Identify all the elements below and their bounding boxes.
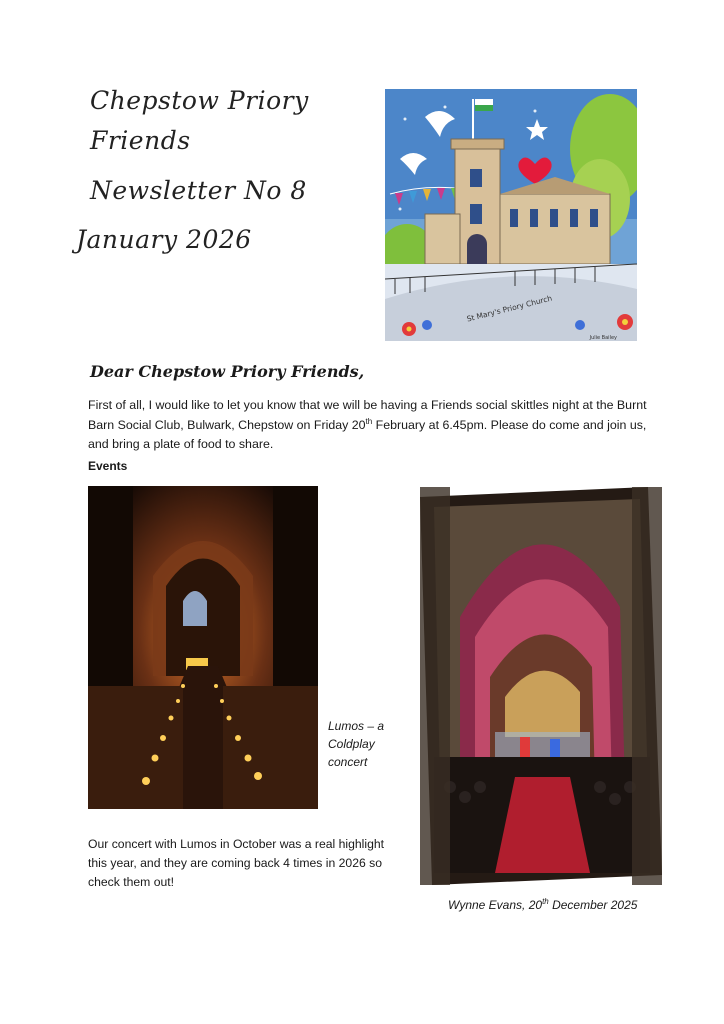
title-line-2: Friends xyxy=(90,126,191,155)
painting-signature: Julie Bailey xyxy=(589,335,617,341)
wynne-evans-caption: Wynne Evans, 20th December 2025 xyxy=(448,897,638,912)
lumos-photo xyxy=(88,486,318,809)
church-painting xyxy=(385,89,637,341)
events-heading: Events xyxy=(88,459,128,473)
painting-inscription: St Mary's Priory Church xyxy=(465,293,553,324)
lumos-paragraph: Our concert with Lumos in October was a real highlight this year, and they are coming back 4 times in 2026 so check them out! xyxy=(88,837,385,889)
wynne-evans-photo xyxy=(420,487,662,885)
title-line-1: Chepstow Priory xyxy=(90,86,309,115)
newsletter-date: January 2026 xyxy=(76,225,252,254)
newsletter-number: Newsletter No 8 xyxy=(90,176,307,205)
greeting: Dear Chepstow Priory Friends, xyxy=(90,362,365,381)
lumos-caption: Lumos – a Coldplay concert xyxy=(328,719,385,769)
intro-paragraph: First of all, I would like to let you know that we will be having a Friends social skittles night at the Burnt Barn Social Club, Bulwark, Chepstow on Friday 20th February at 6.45pm. Please do come and join us, and bring a plate of food to share. xyxy=(88,398,647,451)
